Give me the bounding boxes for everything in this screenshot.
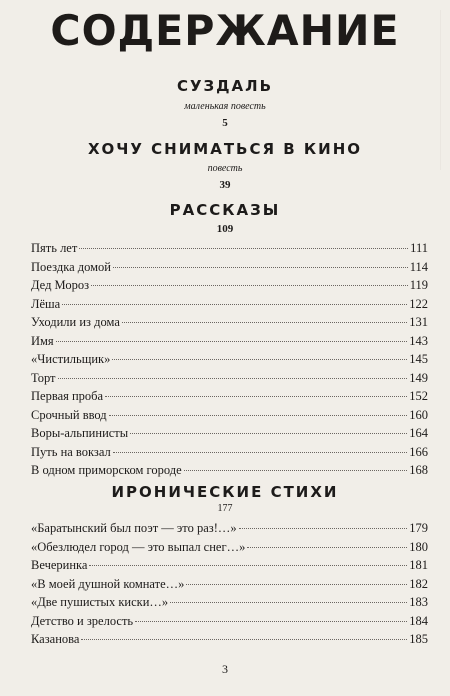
toc-entry-page: 180 [409, 539, 428, 554]
toc-entry-title: Срочный ввод [31, 407, 107, 422]
toc-entry[interactable] [31, 387, 428, 406]
toc-entry-page: 184 [409, 613, 428, 628]
toc-entry[interactable] [31, 258, 428, 277]
dot-leader [112, 359, 407, 360]
toc-entry-page: 149 [409, 370, 428, 385]
section-title-suzdal: СУЗДАЛЬ [176, 77, 274, 95]
toc-entry[interactable] [31, 239, 428, 258]
toc-entry-page: 182 [409, 576, 428, 591]
toc-entry-page: 114 [409, 259, 428, 274]
toc-entry[interactable] [31, 276, 428, 295]
dot-leader [247, 547, 407, 548]
dot-leader [170, 602, 407, 603]
dot-leader [81, 639, 407, 640]
toc-entry-title: «Чистильщик» [31, 352, 111, 366]
dot-leader [89, 565, 407, 566]
toc-entry-page: 160 [409, 407, 428, 422]
dot-leader [113, 267, 408, 268]
section-page-kino: 39 [219, 179, 231, 191]
dot-leader [62, 304, 407, 305]
toc-entry[interactable] [31, 593, 428, 612]
toc-entry[interactable] [31, 313, 428, 332]
toc-entry[interactable] [31, 406, 428, 425]
toc-entry-page: 183 [409, 595, 428, 609]
toc-entry[interactable] [31, 630, 428, 649]
stories-list [31, 239, 428, 480]
toc-entry[interactable] [31, 538, 428, 557]
toc-entry[interactable] [31, 350, 428, 369]
toc-entry-page: 145 [409, 352, 428, 366]
toc-entry-page: 119 [409, 278, 428, 292]
toc-entry-page: 179 [409, 521, 428, 535]
toc-entry-page: 143 [409, 333, 428, 348]
dot-leader [239, 528, 408, 529]
section-page-suzdal: 5 [222, 117, 228, 129]
toc-entry[interactable] [31, 443, 428, 462]
section-subtitle-suzdal: маленькая повесть [184, 101, 266, 112]
toc-entry[interactable] [31, 612, 428, 631]
section-title-stories: РАССКАЗЫ [169, 201, 281, 219]
toc-entry-title: Вечеринка [31, 558, 88, 572]
dot-leader [56, 341, 408, 342]
page-number: 3 [222, 662, 228, 676]
toc-entry-page: 168 [409, 463, 428, 477]
toc-entry[interactable] [31, 332, 428, 351]
toc-entry-title: «Две пушистых киски…» [31, 595, 169, 609]
toc-entry[interactable] [31, 424, 428, 443]
section-page-stories: 109 [216, 223, 234, 235]
toc-entry-page: 152 [409, 389, 428, 403]
toc-entry-title: Воры-альпинисты [31, 426, 129, 440]
toc-entry-page: 181 [409, 558, 428, 572]
toc-entry-page: 122 [409, 296, 428, 311]
toc-entry-title: Уходили из дома [31, 315, 120, 329]
poems-list [31, 519, 428, 649]
toc-entry-title: Пять лет [31, 241, 78, 255]
toc-entry-page: 164 [409, 426, 428, 440]
dot-leader [184, 470, 408, 471]
page-title: СОДЕРЖАНИЕ [50, 6, 400, 55]
toc-entry-title: Имя [31, 333, 54, 348]
toc-entry[interactable] [31, 556, 428, 575]
toc-entry[interactable] [31, 519, 428, 538]
dot-leader [135, 621, 407, 622]
dot-leader [122, 322, 407, 323]
toc-entry-title: «Баратынский был поэт — это раз!…» [31, 521, 237, 535]
dot-leader [186, 584, 407, 585]
toc-entry-title: Первая проба [31, 389, 104, 403]
dot-leader [130, 433, 407, 434]
section-title-kino: ХОЧУ СНИМАТЬСЯ В КИНО [87, 140, 363, 158]
toc-entry-title: В одном приморском городе [31, 463, 182, 477]
toc-entry-title: «В моей душной комнате…» [31, 576, 185, 591]
toc-entry-title: Дед Мороз [31, 278, 90, 292]
toc-entry[interactable] [31, 461, 428, 480]
toc-entry-page: 166 [409, 444, 428, 459]
section-title-poems: ИРОНИЧЕСКИЕ СТИХИ [111, 483, 339, 501]
toc-entry-title: Детство и зрелость [31, 613, 134, 628]
dot-leader [113, 452, 408, 453]
toc-entry-title: Поездка домой [31, 259, 111, 274]
toc-entry-title: «Обезлюдел город — это выпал снег…» [31, 539, 246, 554]
dot-leader [109, 415, 408, 416]
dot-leader [105, 396, 407, 397]
section-subtitle-kino: повесть [207, 163, 243, 174]
toc-entry-page: 185 [409, 632, 428, 646]
toc-entry-title: Торт [31, 370, 56, 385]
section-page-poems: 177 [217, 503, 233, 514]
dot-leader [91, 285, 408, 286]
toc-entry-title: Путь на вокзал [31, 444, 111, 459]
dot-leader [79, 248, 408, 249]
toc-entry-title: Казанова [31, 632, 80, 646]
toc-entry[interactable] [31, 295, 428, 314]
toc-entry-title: Лёша [31, 296, 61, 311]
dot-leader [58, 378, 408, 379]
toc-entry[interactable] [31, 575, 428, 594]
toc-entry-page: 131 [409, 315, 428, 329]
toc-entry-page: 111 [410, 241, 428, 255]
toc-entry[interactable] [31, 369, 428, 388]
